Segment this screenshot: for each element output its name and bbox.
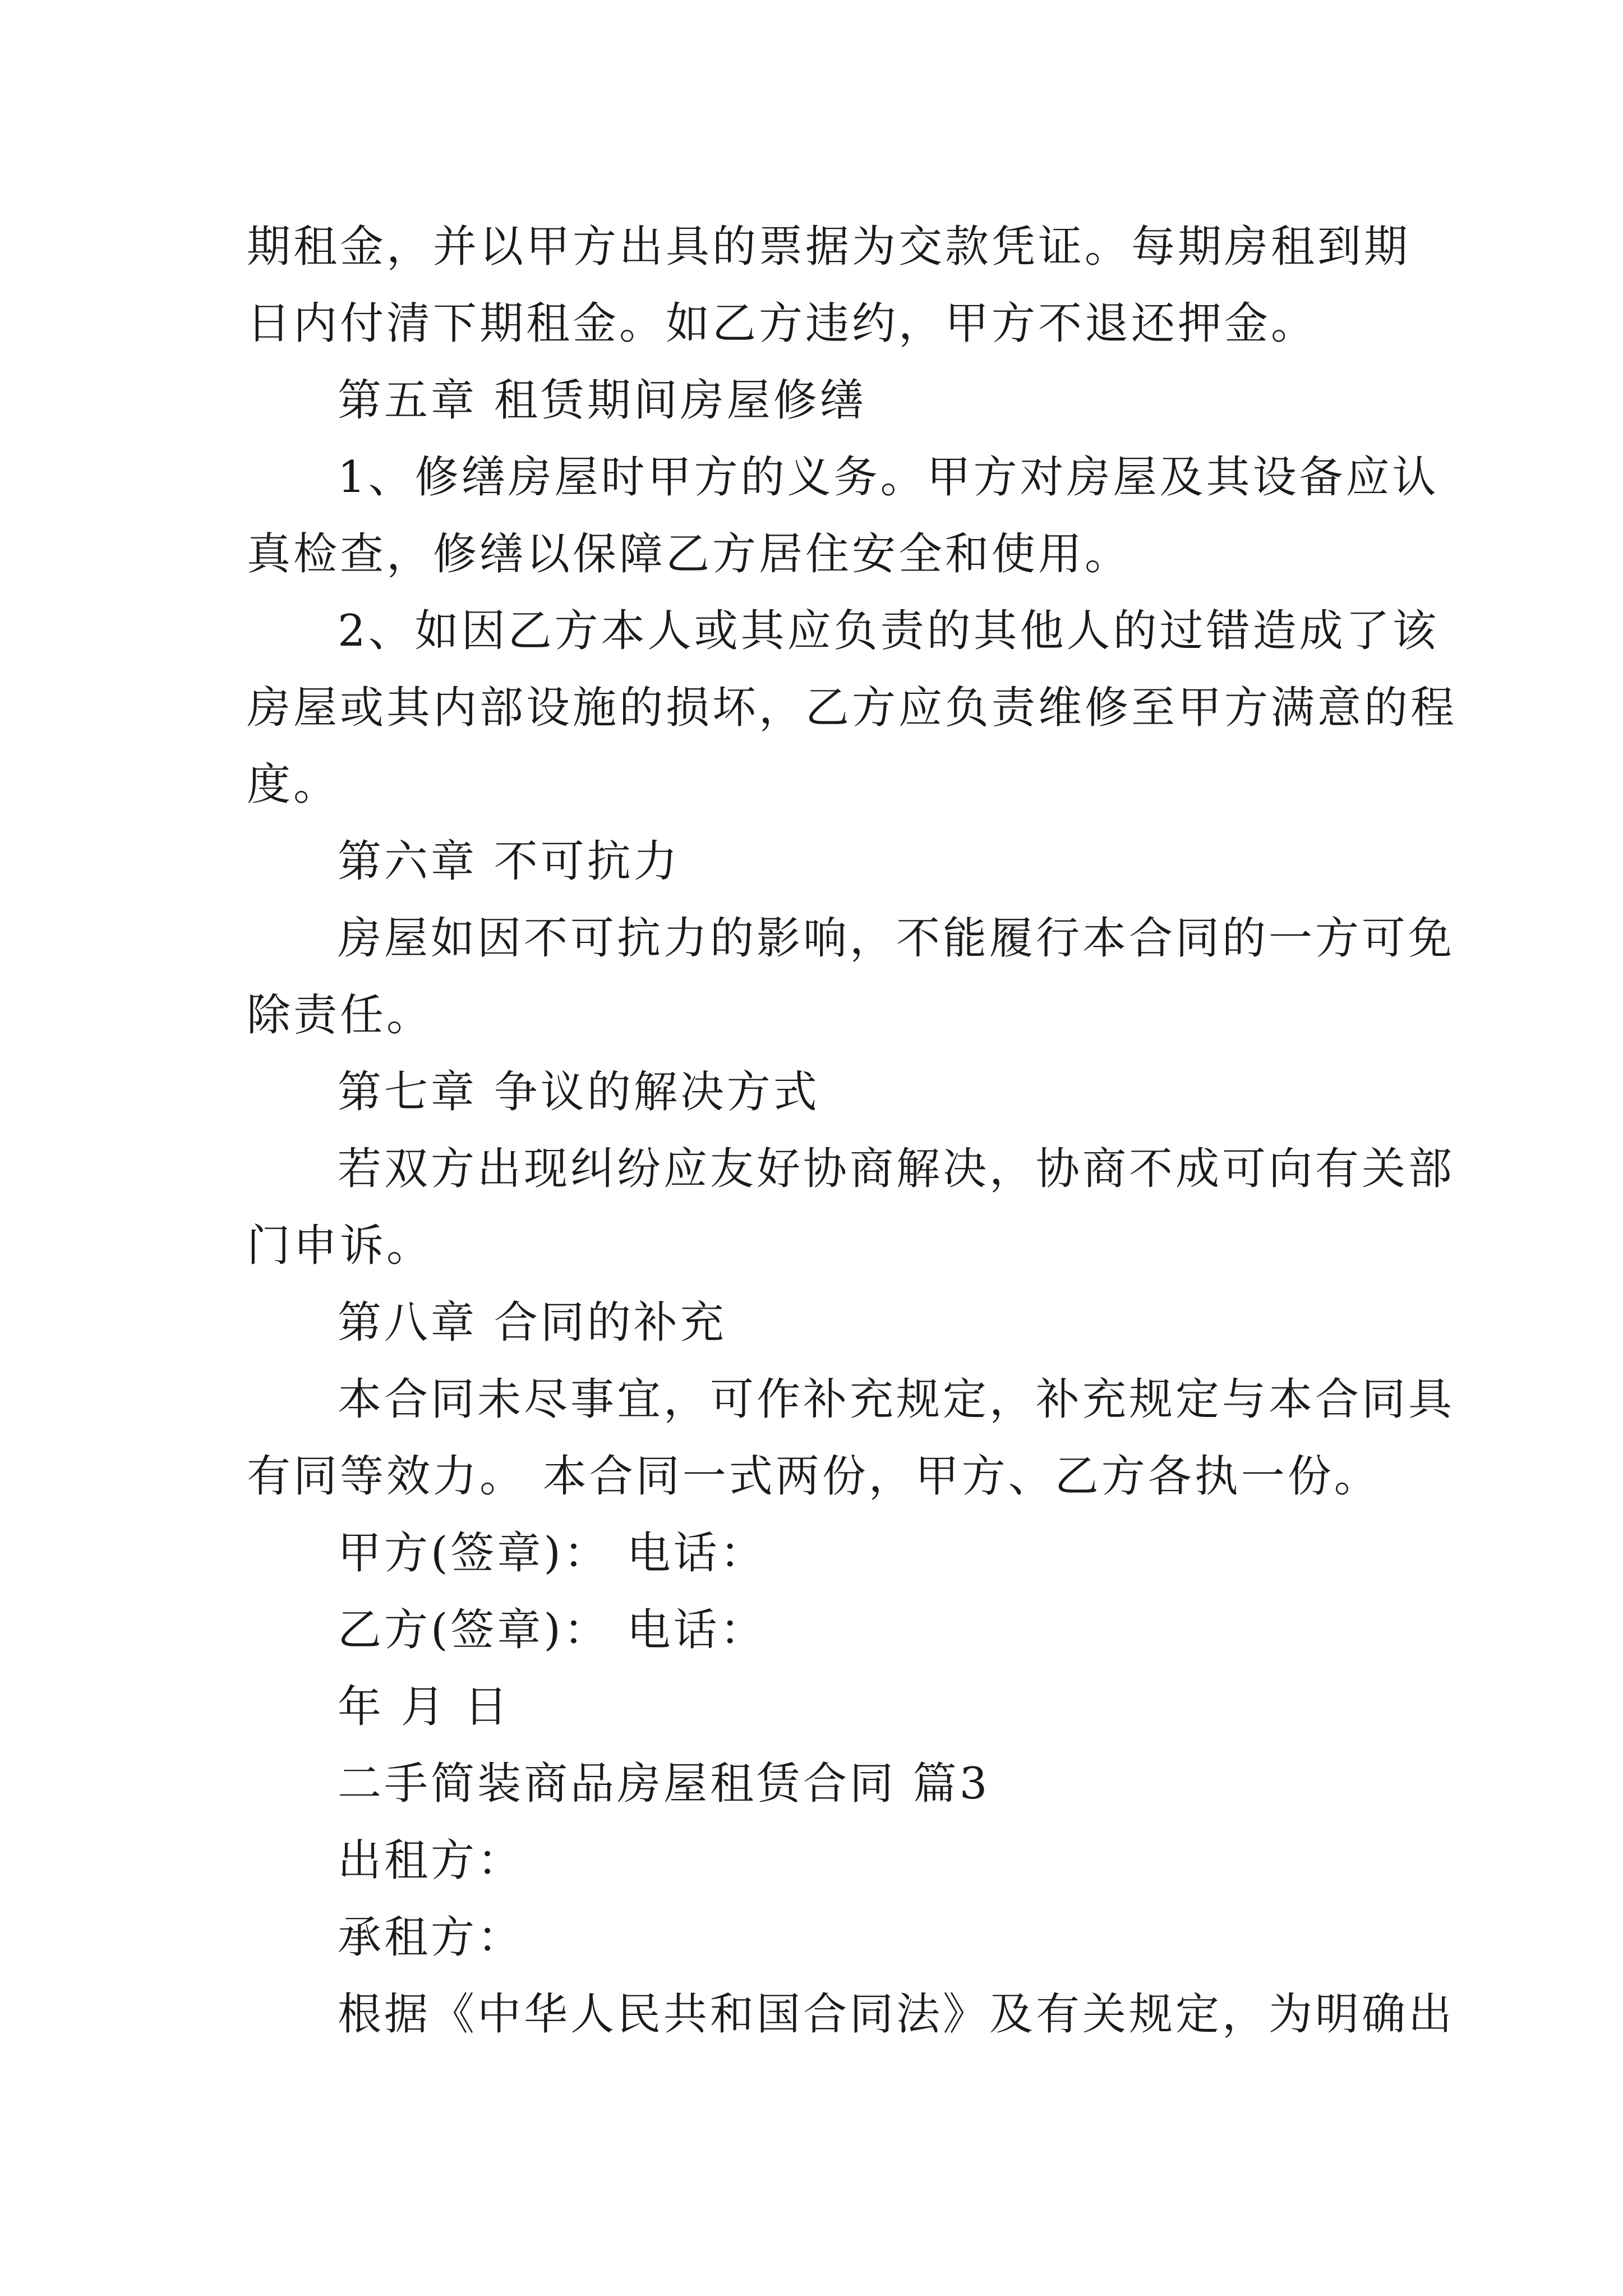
- lessor-line: 出租方：: [338, 1835, 524, 1886]
- chapter-heading: 第七章 争议的解决方式: [338, 1067, 820, 1117]
- text-line: 若双方出现纠纷应友好协商解决，协商不成可向有关部: [338, 1144, 1455, 1194]
- text-line: 真检查，修缮以保障乙方居住安全和使用。: [247, 529, 1132, 579]
- signature-line-party-b: 乙方(签章)： 电话：: [338, 1605, 767, 1655]
- text-line: 本合同未尽事宜，可作补充规定，补充规定与本合同具: [338, 1374, 1455, 1425]
- document-body: [247, 209, 1458, 2053]
- chapter-heading: 第八章 合同的补充: [338, 1297, 727, 1348]
- text-line: 2、如因乙方本人或其应负责的其他人的过错造成了该: [338, 606, 1439, 656]
- text-line: 门申诉。: [247, 1221, 434, 1271]
- lessee-line: 承租方：: [338, 1912, 524, 1963]
- date-line: 年 月 日: [338, 1682, 511, 1732]
- text-line: 有同等效力。 本合同一式两份，甲方、乙方各执一份。: [247, 1451, 1381, 1502]
- chapter-heading: 第六章 不可抗力: [338, 836, 680, 887]
- text-line: 1、修缮房屋时甲方的义务。甲方对房屋及其设备应认: [338, 452, 1439, 503]
- signature-line-party-a: 甲方(签章)： 电话：: [338, 1528, 767, 1579]
- text-line: 房屋或其内部设施的损坏，乙方应负责维修至甲方满意的程: [247, 683, 1458, 733]
- chapter-heading: 第五章 租赁期间房屋修缮: [338, 375, 866, 426]
- text-line: 日内付清下期租金。如乙方违约，甲方不退还押金。: [247, 298, 1318, 349]
- text-line: 度。: [247, 760, 340, 810]
- text-line: 除责任。: [247, 990, 434, 1041]
- text-line: 期租金，并以甲方出具的票据为交款凭证。每期房租到期: [247, 222, 1411, 272]
- text-line: 根据《中华人民共和国合同法》及有关规定，为明确出: [338, 1989, 1455, 2040]
- text-line: 房屋如因不可抗力的影响，不能履行本合同的一方可免: [338, 913, 1455, 964]
- section-title: 二手简装商品房屋租赁合同 篇3: [338, 1759, 990, 1809]
